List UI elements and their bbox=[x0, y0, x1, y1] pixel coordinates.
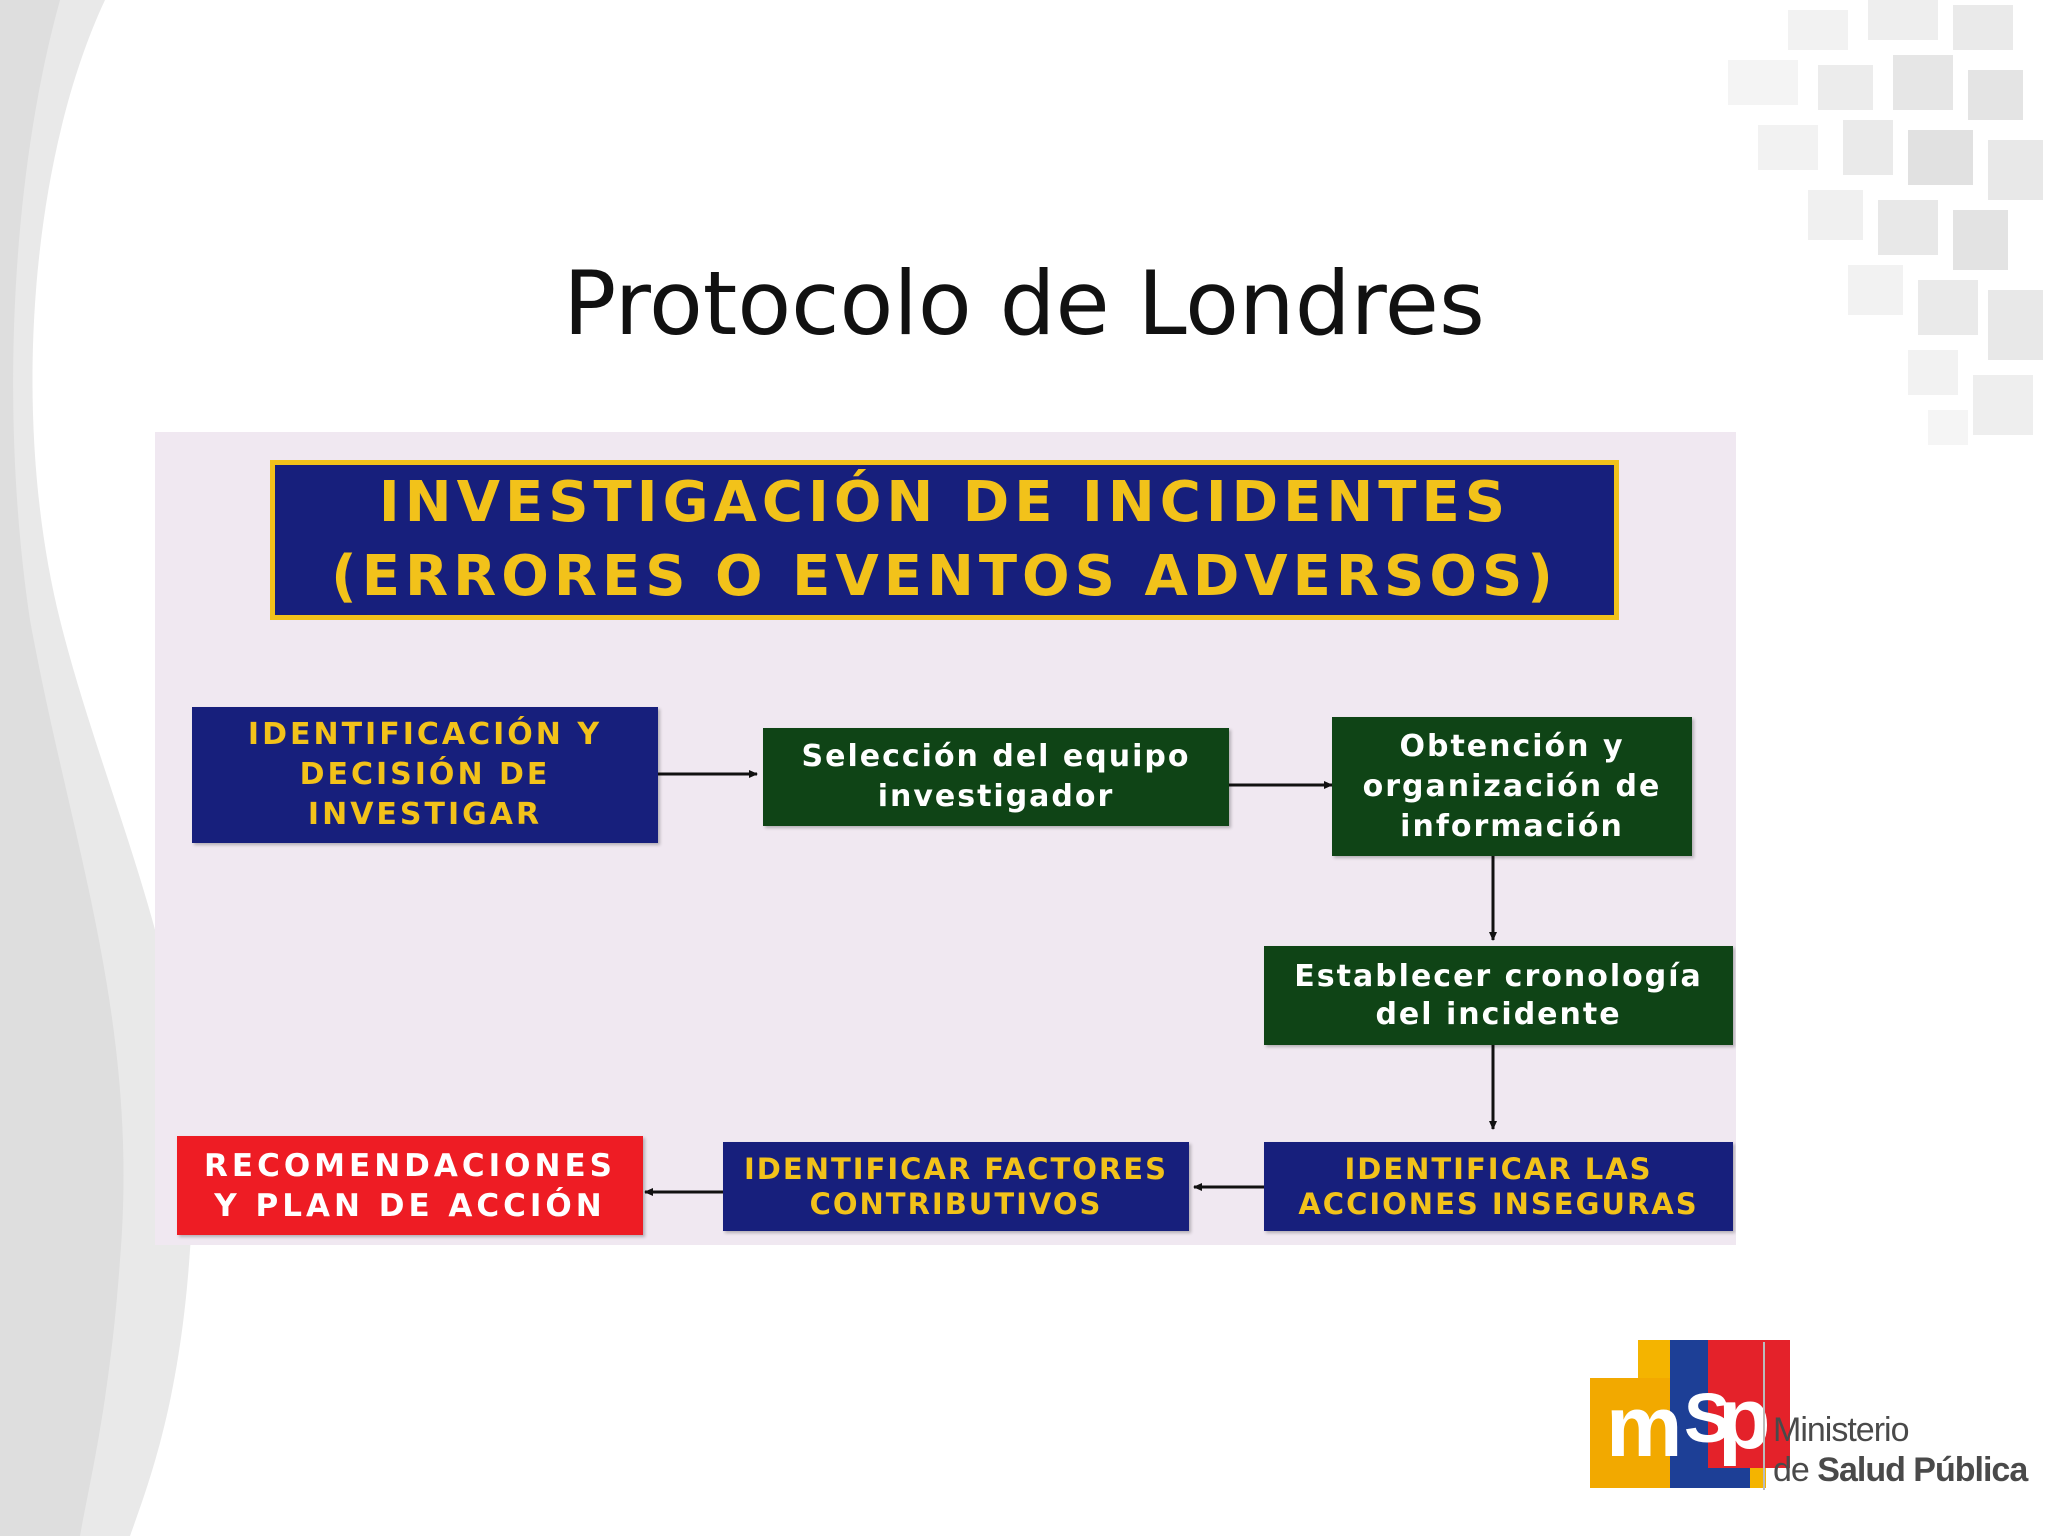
step-unsafe-actions: IDENTIFICAR LAS ACCIONES INSEGURAS bbox=[1264, 1142, 1733, 1231]
ministry-line-1: Ministerio bbox=[1773, 1411, 1909, 1449]
corner-checker-pattern bbox=[1608, 0, 2048, 470]
flowchart-panel bbox=[155, 432, 1736, 1245]
ministry-line-2: de Salud Pública bbox=[1773, 1451, 2028, 1489]
svg-text:p: p bbox=[1718, 1371, 1771, 1467]
step-recommendations: RECOMENDACIONES Y PLAN DE ACCIÓN bbox=[177, 1136, 643, 1235]
step-identification-decision: IDENTIFICACIÓN Y DECISIÓN DE INVESTIGAR bbox=[192, 707, 658, 843]
step-information-gathering: Obtención y organización de información bbox=[1332, 717, 1692, 856]
step-chronology: Establecer cronología del incidente bbox=[1264, 946, 1733, 1045]
step-team-selection: Selección del equipo investigador bbox=[763, 728, 1229, 826]
header-line-2: (ERRORES O EVENTOS ADVERSOS) bbox=[331, 544, 1558, 609]
svg-text:m: m bbox=[1606, 1379, 1683, 1475]
slide-title: Protocolo de Londres bbox=[563, 252, 1485, 355]
header-line-1: INVESTIGACIÓN DE INCIDENTES bbox=[378, 470, 1511, 535]
step-contributing-factors: IDENTIFICAR FACTORES CONTRIBUTIVOS bbox=[723, 1142, 1189, 1231]
diagram-header bbox=[270, 460, 1619, 620]
ministry-name bbox=[1773, 1410, 2027, 1490]
svg-text:S: S bbox=[1684, 1379, 1731, 1457]
